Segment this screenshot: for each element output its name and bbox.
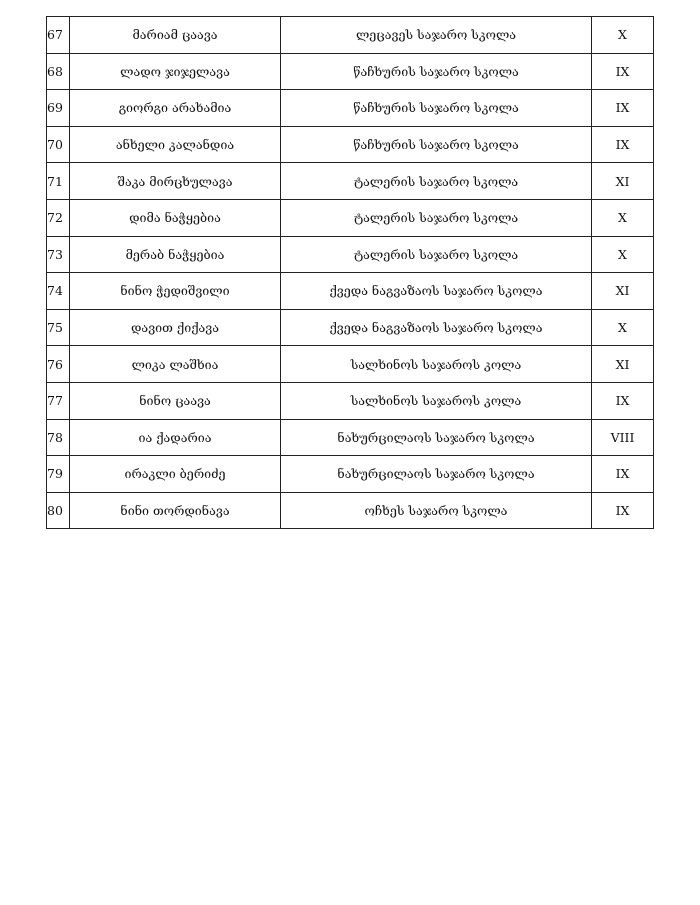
participants-table	[46, 16, 654, 529]
student-name: მერაბ ნაჭყებია	[70, 236, 281, 273]
school-name: ტალერის საჯარო სკოლა	[281, 163, 592, 200]
table-row	[47, 17, 654, 54]
school-name: ქვედა ნაგვაზაოს საჯარო სკოლა	[281, 273, 592, 310]
grade: IX	[592, 126, 654, 163]
row-number: 67	[47, 17, 70, 54]
grade: X	[592, 199, 654, 236]
school-name: ქვედა ნაგვაზაოს საჯარო სკოლა	[281, 309, 592, 346]
table-row	[47, 382, 654, 419]
row-number: 76	[47, 346, 70, 383]
grade: XI	[592, 163, 654, 200]
grade: X	[592, 17, 654, 54]
student-name: ნინო ჭედიშვილი	[70, 273, 281, 310]
row-number: 68	[47, 53, 70, 90]
grade: X	[592, 236, 654, 273]
row-number: 78	[47, 419, 70, 456]
row-number: 75	[47, 309, 70, 346]
table-row	[47, 163, 654, 200]
table-row	[47, 126, 654, 163]
school-name: წაჩხურის საჯარო სკოლა	[281, 126, 592, 163]
student-name: ირაკლი ბერიძე	[70, 456, 281, 493]
school-name: წაჩხურის საჯარო სკოლა	[281, 90, 592, 127]
school-name: ნახურცილაოს საჯარო სკოლა	[281, 456, 592, 493]
table-row	[47, 456, 654, 493]
student-name: დიმა ნაჭყებია	[70, 199, 281, 236]
student-name: მარიამ ცაავა	[70, 17, 281, 54]
student-name: ია ქადარია	[70, 419, 281, 456]
grade: XI	[592, 346, 654, 383]
grade: IX	[592, 382, 654, 419]
student-name: ნინი თორდინავა	[70, 492, 281, 529]
row-number: 69	[47, 90, 70, 127]
grade: VIII	[592, 419, 654, 456]
grade: XI	[592, 273, 654, 310]
row-number: 73	[47, 236, 70, 273]
school-name: წაჩხურის საჯარო სკოლა	[281, 53, 592, 90]
table-row	[47, 236, 654, 273]
row-number: 74	[47, 273, 70, 310]
student-name: ლიკა ლაშხია	[70, 346, 281, 383]
table-row	[47, 419, 654, 456]
table-row	[47, 309, 654, 346]
student-name: დავით ქიქავა	[70, 309, 281, 346]
school-name: ნახურცილაოს საჯარო სკოლა	[281, 419, 592, 456]
table-row	[47, 273, 654, 310]
row-number: 79	[47, 456, 70, 493]
student-name: ლადო ჯიჯელავა	[70, 53, 281, 90]
school-name: სალხინოს საჯაროს კოლა	[281, 346, 592, 383]
school-name: ტალერის საჯარო სკოლა	[281, 199, 592, 236]
row-number: 72	[47, 199, 70, 236]
table-row	[47, 199, 654, 236]
grade: IX	[592, 90, 654, 127]
school-name: ოჩხეს საჯარო სკოლა	[281, 492, 592, 529]
student-name: ნინო ცაავა	[70, 382, 281, 419]
table-row	[47, 346, 654, 383]
row-number: 70	[47, 126, 70, 163]
grade: IX	[592, 492, 654, 529]
table-row	[47, 90, 654, 127]
student-name: შაკა მირცხულავა	[70, 163, 281, 200]
student-name: გიორგი არახამია	[70, 90, 281, 127]
school-name: ტალერის საჯარო სკოლა	[281, 236, 592, 273]
grade: X	[592, 309, 654, 346]
row-number: 80	[47, 492, 70, 529]
table-row	[47, 53, 654, 90]
row-number: 77	[47, 382, 70, 419]
student-name: ანხელი კალანდია	[70, 126, 281, 163]
school-name: ლეცავეს საჯარო სკოლა	[281, 17, 592, 54]
row-number: 71	[47, 163, 70, 200]
school-name: სალხინოს საჯაროს კოლა	[281, 382, 592, 419]
grade: IX	[592, 53, 654, 90]
grade: IX	[592, 456, 654, 493]
table-row	[47, 492, 654, 529]
